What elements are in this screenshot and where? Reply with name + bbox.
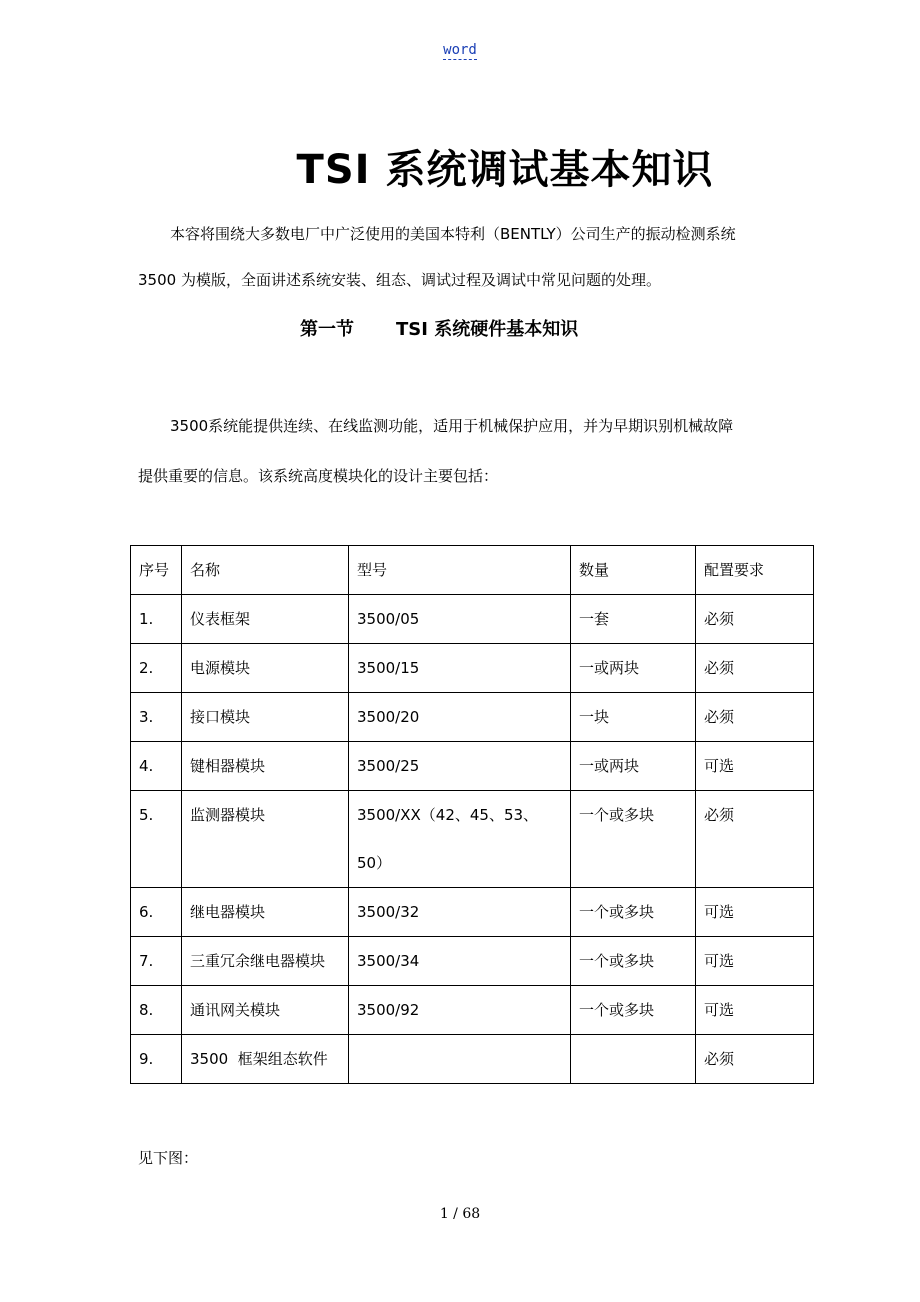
cell-quantity: 一个或多块 <box>571 888 696 937</box>
header-model: 型号 <box>349 546 571 595</box>
cell-model: 3500/20 <box>349 693 571 742</box>
cell-requirement: 必须 <box>696 791 814 888</box>
cell-no: 4. <box>131 742 182 791</box>
header-requirement: 配置要求 <box>696 546 814 595</box>
paragraph-line-1: 3500系统能提供连续、在线监测功能，适用于机械保护应用，并为早期识别机械故障 <box>170 417 734 435</box>
cell-name: 三重冗余继电器模块 <box>182 937 349 986</box>
section-number: 第一节 <box>300 319 354 340</box>
cell-requirement: 可选 <box>696 888 814 937</box>
table-header-row <box>131 546 814 595</box>
cell-model: 3500/25 <box>349 742 571 791</box>
cell-quantity: 一套 <box>571 595 696 644</box>
header-name: 名称 <box>182 546 349 595</box>
page-number: 1 / 68 <box>439 1206 481 1222</box>
cell-no: 6. <box>131 888 182 937</box>
table-row <box>131 693 814 742</box>
header-word-link[interactable] <box>0 42 920 58</box>
intro-line-1: 本容将围绕大多数电厂中广泛使用的美国本特利（BENTLY）公司生产的振动检测系统 <box>170 225 736 243</box>
cell-model <box>349 791 571 888</box>
cell-requirement: 可选 <box>696 742 814 791</box>
cell-model: 3500/32 <box>349 888 571 937</box>
section-title: TSI 系统硬件基本知识 <box>396 319 579 340</box>
cell-name: 通讯网关模块 <box>182 986 349 1035</box>
cell-requirement: 必须 <box>696 693 814 742</box>
table-row <box>131 791 814 888</box>
cell-no: 8. <box>131 986 182 1035</box>
cell-no: 5. <box>131 791 182 888</box>
header-quantity: 数量 <box>571 546 696 595</box>
cell-quantity: 一或两块 <box>571 644 696 693</box>
cell-requirement: 可选 <box>696 937 814 986</box>
see-below-text: 见下图： <box>138 1149 199 1167</box>
table-row <box>131 644 814 693</box>
cell-name: 仪表框架 <box>182 595 349 644</box>
table-row <box>131 888 814 937</box>
cell-no: 9. <box>131 1035 182 1084</box>
cell-model <box>349 1035 571 1084</box>
cell-quantity: 一或两块 <box>571 742 696 791</box>
cell-model-line-2: 50） <box>357 854 392 872</box>
cell-name: 电源模块 <box>182 644 349 693</box>
table-row <box>131 595 814 644</box>
cell-quantity <box>571 1035 696 1084</box>
table-row <box>131 1035 814 1084</box>
cell-requirement: 必须 <box>696 595 814 644</box>
cell-requirement: 必须 <box>696 644 814 693</box>
cell-quantity: 一个或多块 <box>571 791 696 888</box>
cell-name: 继电器模块 <box>182 888 349 937</box>
cell-name: 接口模块 <box>182 693 349 742</box>
cell-name: 监测器模块 <box>182 791 349 888</box>
cell-model: 3500/05 <box>349 595 571 644</box>
intro-line-2: 3500 为模版，全面讲述系统安装、组态、调试过程及调试中常见问题的处理。 <box>138 271 661 289</box>
cell-requirement: 可选 <box>696 986 814 1035</box>
cell-name: 3500 框架组态软件 <box>182 1035 349 1084</box>
paragraph-line-2: 提供重要的信息。该系统高度模块化的设计主要包括： <box>138 467 499 485</box>
header-link-text[interactable]: word <box>443 42 477 58</box>
cell-quantity: 一个或多块 <box>571 937 696 986</box>
cell-model: 3500/34 <box>349 937 571 986</box>
cell-model-line-1: 3500/XX（42、45、53、 <box>357 806 539 824</box>
cell-model: 3500/92 <box>349 986 571 1035</box>
table-row <box>131 742 814 791</box>
document-title: TSI 系统调试基本知识 <box>296 147 714 193</box>
table-row <box>131 986 814 1035</box>
module-table <box>130 545 814 1084</box>
cell-model: 3500/15 <box>349 644 571 693</box>
cell-no: 1. <box>131 595 182 644</box>
cell-requirement: 必须 <box>696 1035 814 1084</box>
cell-quantity: 一个或多块 <box>571 986 696 1035</box>
cell-no: 3. <box>131 693 182 742</box>
cell-name: 键相器模块 <box>182 742 349 791</box>
cell-quantity: 一块 <box>571 693 696 742</box>
table-row <box>131 937 814 986</box>
cell-no: 7. <box>131 937 182 986</box>
cell-no: 2. <box>131 644 182 693</box>
header-no: 序号 <box>131 546 182 595</box>
section-heading <box>300 315 578 341</box>
